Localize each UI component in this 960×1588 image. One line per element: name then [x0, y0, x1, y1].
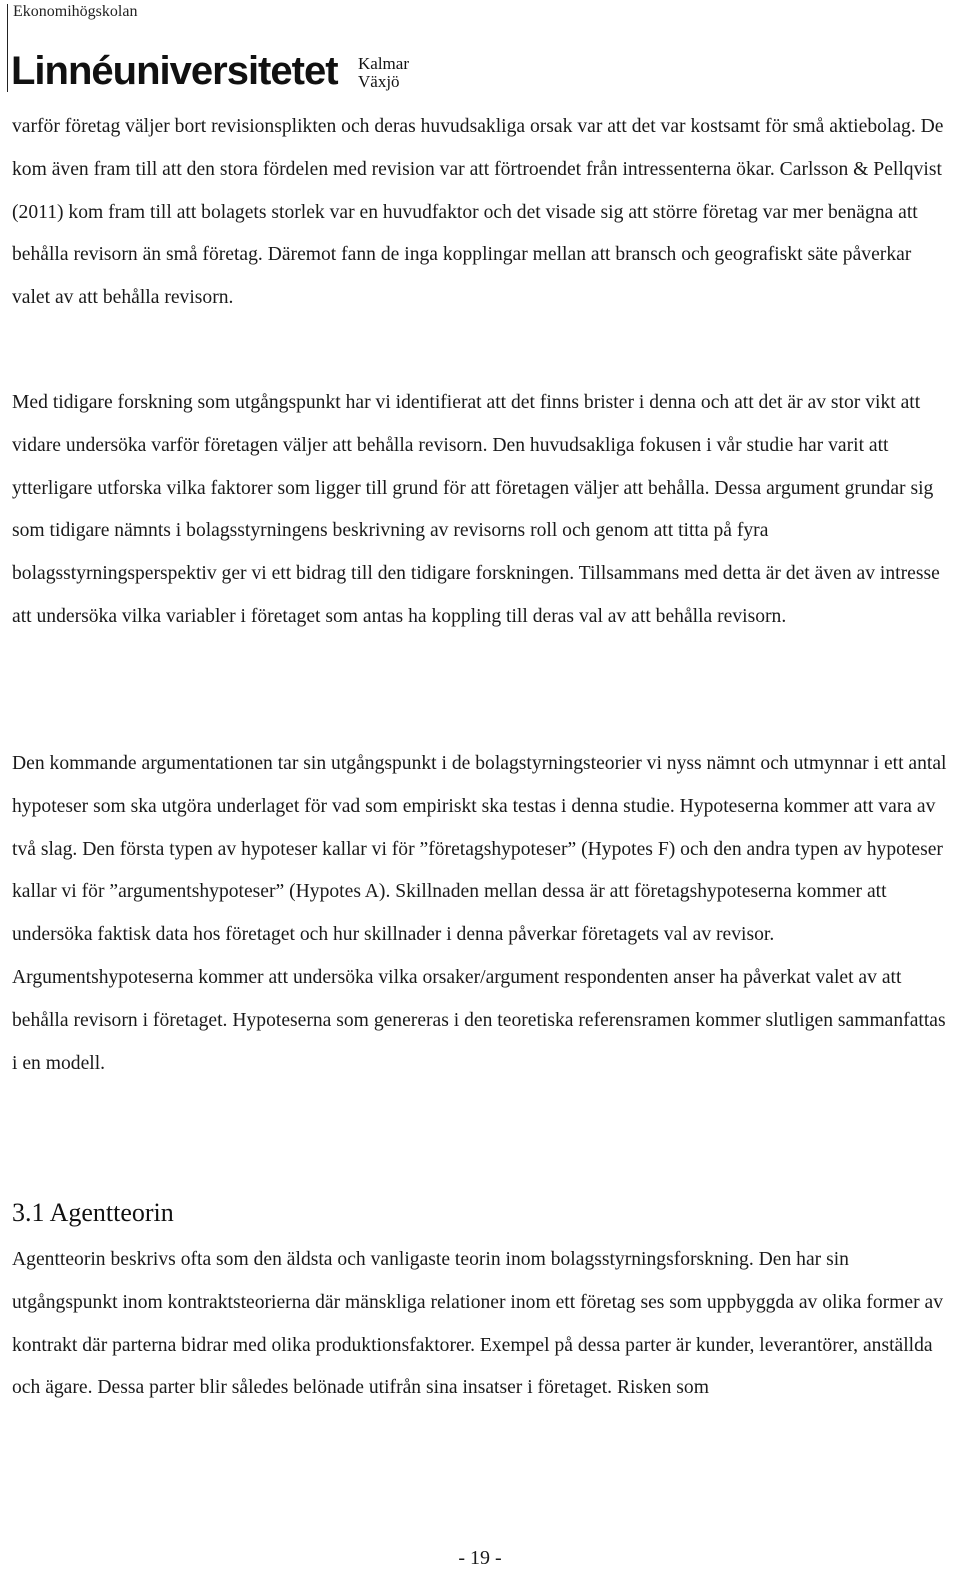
page-number: - 19 -: [458, 1547, 502, 1569]
logo-city-kalmar: Kalmar: [358, 54, 409, 73]
section-paragraph: Agentteorin beskrivs ofta som den äldsta och vanligaste teorin inom bolagsstyrningsforskning. Den har sin utgångspunkt inom kontraktsteorierna där mänskliga relationer inom ett företag ses som uppbyggda av olika former av kontrakt där parterna bidrar med olika produktionsfaktorer. Exempel på dessa parter är kunder, leverantörer, anställda och ägare. Dessa parter blir således belönade utifrån sina insatser i företaget. Risken som: [12, 1249, 943, 1399]
university-logo-text: Linnéuniversitetet: [11, 49, 338, 93]
section-heading: 3.1 Agentteorin: [12, 1198, 174, 1227]
page-header: [0, 0, 960, 100]
logo-city-vaxjo: Växjö: [358, 72, 400, 91]
department-name: Ekonomihögskolan: [13, 3, 138, 20]
body-paragraph: varför företag väljer bort revisionsplikten och deras huvudsakliga orsak var att det var kostsamt för små aktiebolag. De kom även fram till att den stora fördelen med revision var att förtroendet från intressenterna ökar. Carlsson & Pellqvist (2011) kom fram till att bolagets storlek var en huvudfaktor och det visade sig att större företag var mer benägna att behålla revisorn än små företag. Däremot fann de inga kopplingar mellan att bransch och geografiskt säte påverkar valet av att behålla revisorn.: [12, 116, 944, 309]
body-paragraph: Den kommande argumentationen tar sin utgångspunkt i de bolagstyrningsteorier vi nyss nämnt och utmynnar i ett antal hypoteser som ska utgöra underlaget för vad som empiriskt ska testas i denna studie. Hypoteserna kommer att vara av två slag. Den första typen av hypoteser kallar vi för ”företagshypoteser” (Hypotes F) och den andra typen av hypoteser kallar vi för ”argumentshypoteser” (Hypotes A). Skillnaden mellan dessa är att företagshypoteserna kommer att undersöka faktisk data hos företaget och hur skillnader i denna påverkar företagets val av revisor. Argumentshypoteserna kommer att undersöka vilka orsaker/argument respondenten anser ha påverkat valet av att behålla revisorn i företaget. Hypoteserna som genereras i den teoretiska referensramen kommer slutligen sammanfattas i en modell.: [12, 753, 947, 1074]
header-divider: [7, 4, 8, 92]
university-logo-cities: [358, 55, 409, 91]
body-paragraph: Med tidigare forskning som utgångspunkt har vi identifierat att det finns brister i denna och att det är av stor vikt att vidare undersöka varför företagen väljer att behålla revisorn. Den huvudsakliga fokusen i vår studie har varit att ytterligare utforska vilka faktorer som ligger till grund för att företagen väljer att behålla. Dessa argument grundar sig som tidigare nämnts i bolagsstyrningens beskrivning av revisorns roll och genom att titta på fyra bolagsstyrningsperspektiv ger vi ett bidrag till den tidigare forskningen. Tillsammans med detta är det även av intresse att undersöka vilka variabler i företaget som antas ha koppling till deras val av att behålla revisorn.: [12, 392, 940, 627]
